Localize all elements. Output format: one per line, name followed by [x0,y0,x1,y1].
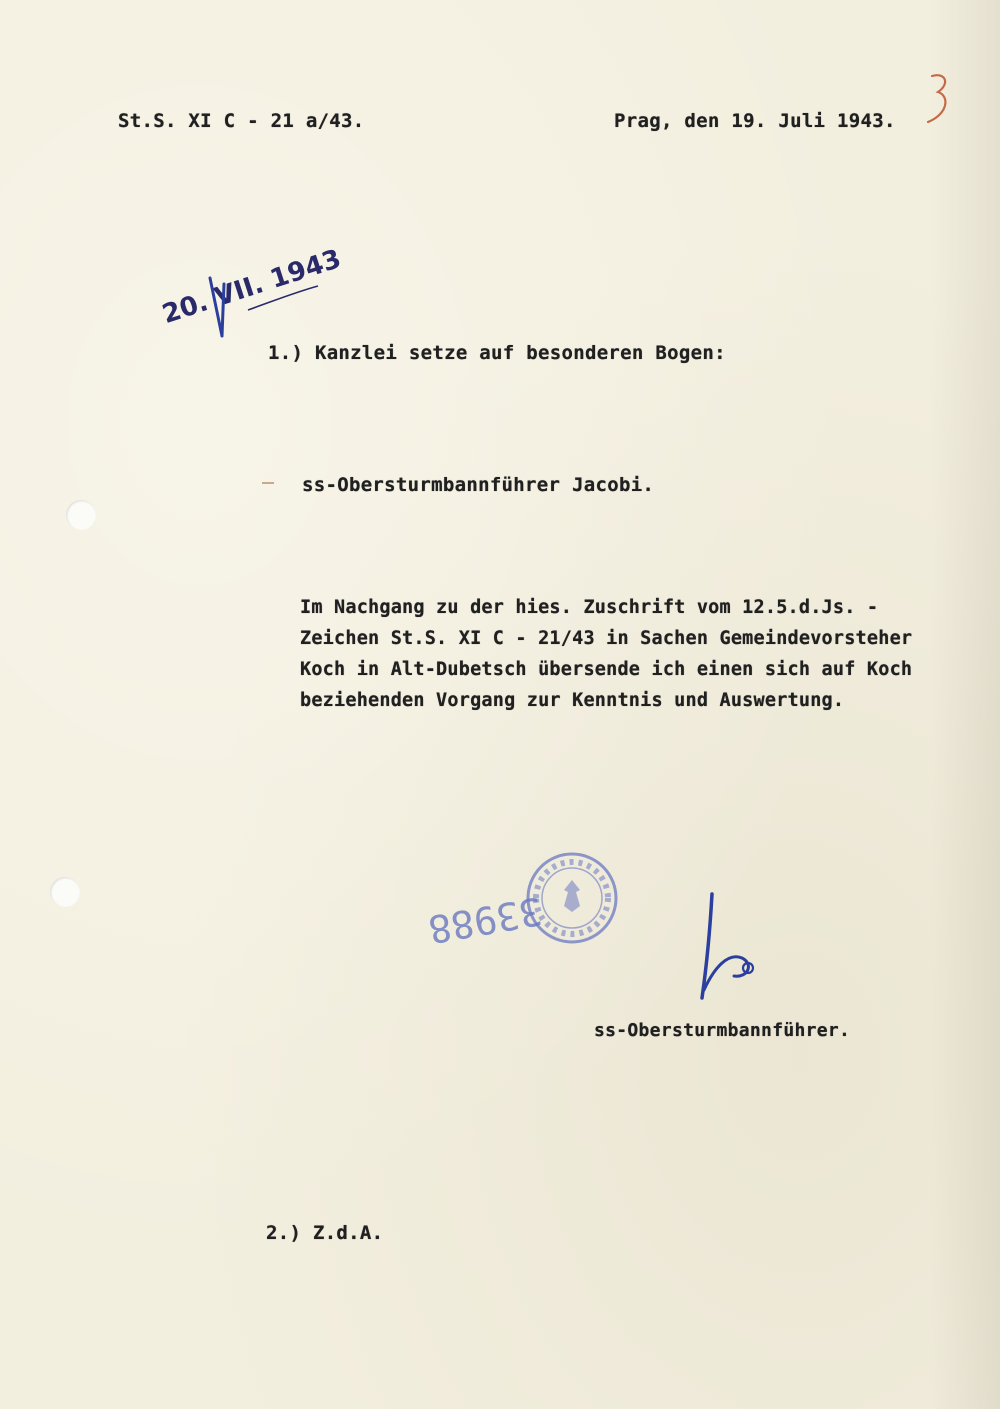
signatory-rank: ss-Obersturmbannführer. [594,1020,851,1041]
file-reference: St.S. XI C - 21 a/43. [118,110,365,132]
punch-hole-upper [66,500,96,530]
letter-body [300,592,912,716]
received-date-underline [246,282,326,322]
blue-pencil-mark-date [200,276,240,346]
received-date-text: 20. VII. 1943 [158,244,345,330]
signature-initial [690,890,770,1010]
body-line: Koch in Alt-Dubetsch übersende ich einen sich auf Koch [300,659,913,680]
page-number-handwritten [916,70,956,130]
addressee-line: ss-Obersturmbannführer Jacobi. [302,474,655,496]
page-edge-shading [930,0,1000,1409]
margin-tick [262,482,274,484]
item-one-instruction: 1.) Kanzlei setze auf besonderen Bogen: [268,342,726,364]
body-line: beziehenden Vorgang zur Kenntnis und Auswertung. [300,690,845,711]
item-two-instruction: 2.) Z.d.A. [266,1222,384,1244]
register-number-text: 33988 [425,888,546,952]
punch-hole-lower [50,877,80,907]
body-line: Zeichen St.S. XI C - 21/43 in Sachen Gemeindevorsteher [300,628,913,649]
place-and-date: Prag, den 19. Juli 1943. [614,110,896,132]
body-line: Im Nachgang zu der hies. Zuschrift vom 12.5.d.Js. - [300,597,879,618]
